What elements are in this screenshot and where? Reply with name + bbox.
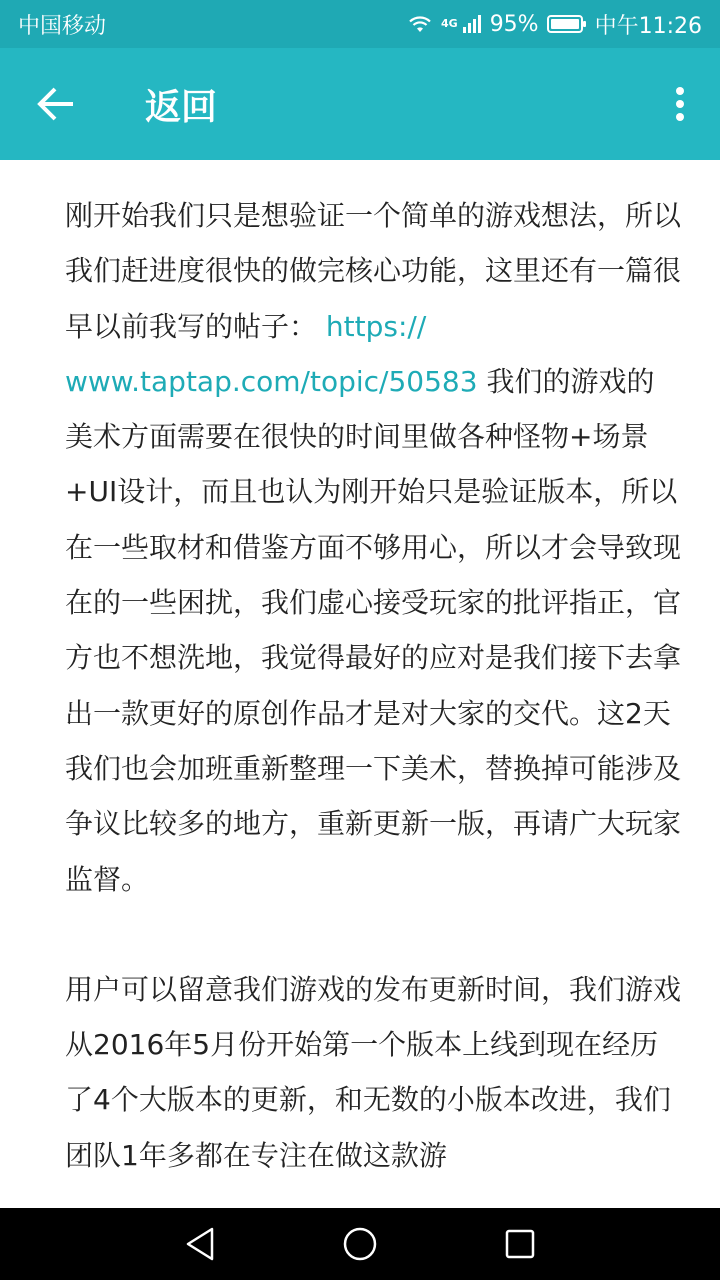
paragraph-text: 刚开始我们只是想验证一个简单的游戏想法，所以我们赶进度很快的做完核心功能，这里还有一篇很早以前我写的帖子： <box>65 199 682 343</box>
carrier-name: 中国移动 <box>18 13 107 39</box>
battery-icon <box>547 14 587 34</box>
wifi-icon <box>407 14 433 34</box>
paragraph-text: 我们的游戏的美术方面需要在很快的时间里做各种怪物+场景+UI设计，而且也认为刚开始只是验证版本，所以在一些取材和借鉴方面不够用心，所以才会导致现在的一些困扰，我们虚心接受玩家的批评指正，官方也不想洗地，我觉得最好的应对是我们接下去拿出一款更好的原创作品才是对大家的交代。这2天我们也会加班重新整理一下美术，替换掉可能涉及争议比较多的地方，重新更新一版，再请广大玩家监督。 <box>65 364 682 896</box>
nav-home-button[interactable] <box>280 1208 440 1280</box>
post-link[interactable]: https:// www.taptap.com/topic/50583 <box>65 309 478 398</box>
nav-back-triangle-icon <box>183 1226 217 1262</box>
nav-home-circle-icon <box>342 1226 378 1262</box>
status-indicators <box>407 9 702 40</box>
status-bar <box>0 0 720 48</box>
nav-back-button[interactable] <box>120 1208 280 1280</box>
more-vertical-icon <box>674 86 686 122</box>
nav-recents-square-icon <box>503 1227 537 1261</box>
app-bar <box>0 48 720 160</box>
network-type: 4G <box>441 16 458 30</box>
paragraph-spacer <box>33 907 681 962</box>
signal-icon <box>462 14 482 34</box>
page-title: 返回 <box>145 86 218 128</box>
article-paragraph: 用户可以留意我们游戏的发布更新时间，我们游戏从2016年5月份开始第一个版本上线到现在经历了4个大版本的更新，和无数的小版本改进，我们团队1年多都在专注在做这款游 <box>65 972 682 1172</box>
clock: 中午11:26 <box>594 13 702 39</box>
battery-percent: 95% <box>489 11 539 37</box>
back-button[interactable] <box>0 48 110 160</box>
article-body <box>33 188 681 1183</box>
navigation-bar <box>0 1208 720 1280</box>
more-options-button[interactable] <box>640 48 720 160</box>
arrow-left-icon <box>35 86 75 122</box>
article-paragraph <box>33 188 681 907</box>
nav-recents-button[interactable] <box>440 1208 600 1280</box>
